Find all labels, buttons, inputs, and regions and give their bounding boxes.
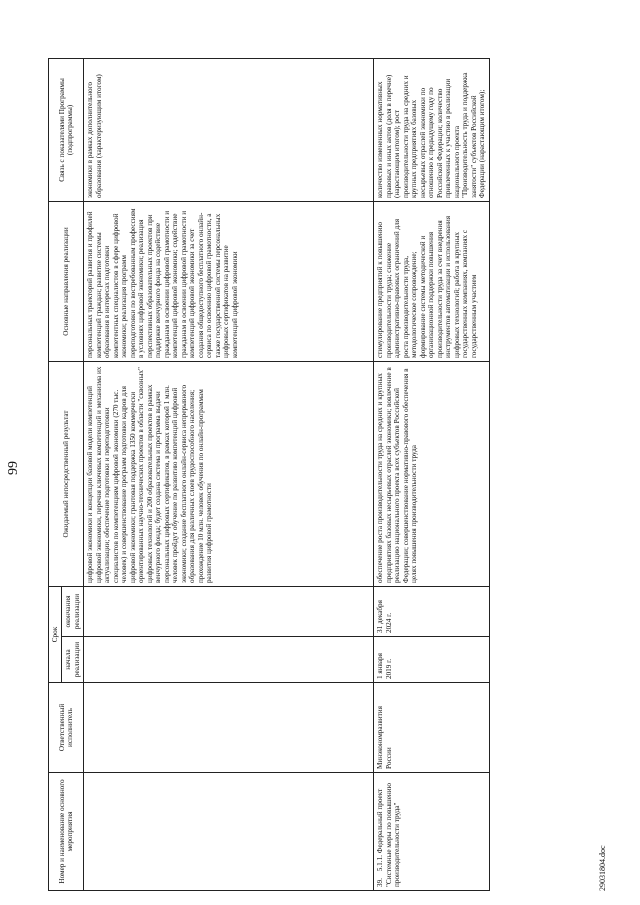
table-row — [374, 58, 489, 890]
directions-cell: стимулирование предприятий к повышению производительности труда; снижение административно-правовых ограничений для роста производительности труда, методологическое сопровождение; формирование системы методической и организационной поддержки повышения производительности труда за счет внедрения инструментов автоматизации и использования цифровых технологий; работа в крупных государственных компаниях, компаниях с государственным участием — [374, 201, 489, 361]
program-table — [48, 58, 490, 891]
page-number: 99 — [6, 461, 21, 475]
end-cell: 31 декабря 2024 г. — [374, 586, 489, 636]
header-srok: Срок — [49, 586, 62, 682]
header-directions: Основные направления реализации — [49, 201, 84, 361]
header-end: окончания реализации — [62, 586, 84, 636]
header-responsible: Ответственный исполнитель — [49, 683, 84, 773]
row-title: 5.1.1. Федеральный проект "Системные меры по повышению производительности труда" — [376, 783, 402, 887]
table-row — [84, 58, 374, 890]
row-number: 39. — [376, 878, 385, 887]
header-link: Связь с показателями Программы (подпрограммы) — [49, 58, 84, 201]
start-cell: 1 января 2019 г. — [374, 637, 489, 683]
responsible-cell: Минэкономразвития России — [374, 683, 489, 773]
header-result: Ожидаемый непосредственный результат — [49, 361, 84, 586]
result-cell: обеспечение роста производительности труда на средних и крупных предприятиях базовых несырьевых отраслей экономики; вовлечение в реализацию национального проекта всех субъектов Российской Федерации; совершенствование нормативно-правового обеспечения в целях повышения производительности труда — [374, 361, 489, 586]
directions-cell: персональных траекторий развития и профилей компетенций граждан; развитие системы образования в интересах подготовки компетентных специалистов в сфере цифровой экономики; реализация программ переподготовки по востребованным профессиям в условиях цифровой экономики; реализация перспективных образовательных проектов при поддержке венчурного фонда на содействие гражданам в освоении цифровой грамотности и компетенций цифровой экономики; содействие гражданам в освоении цифровой грамотности и компетенций цифровой экономики за счет создания общедоступного бесплатного онлайн-сервиса по освоению цифровой грамотности, а также государственной системы персональных цифровых сертификатов на развитие компетенций цифровой экономики — [84, 201, 374, 361]
header-start: начала реализации — [62, 637, 84, 683]
header-number-name: Номер и наименование основного мероприятия — [49, 773, 84, 891]
result-cell: цифровой экономики и концепции базовой модели компетенций цифровой экономики, перечня ключевых компетенций и механизма их актуализации; обеспечение подготовки и переподготовки специалистов по компетенциям цифровой экономики (270 тыс. человек) и совершенствование программ подготовки кадров для цифровой экономики; грантовая поддержка 1350 коммерчески ориентированных научно-технических проектов в области "сквозных" цифровых технологий и 200 образовательных проектов в рамках венчурного фонда; будет создана система и программа выдачи персональных цифровых сертификатов, в рамках которой 1 млн. человек пройдут обучение по развитию компетенций цифровой экономики; создание бесплатного онлайн-сервиса непрерывного образования для различных слоев трудоспособного населения; прохождение 10 млн. человек обучения по онлайн-программам развития цифровой грамотности — [84, 361, 374, 586]
document-id: 29031804.doc — [598, 845, 607, 891]
link-cell: количество измененных нормативных правовых и иных актов (доля в перечне) (нарастающим итогом); рост производительности труда на средних и крупных предприятиях базовых несырьевых отраслей экономики по отношению к предыдущему году по Российской Федерации; количество привлеченных к участию в реализации национального проекта "Производительность труда и поддержка занятости" субъектов Российской Федерации (нарастающим итогом); — [374, 58, 489, 201]
link-cell: экономики в рамках дополнительного образования (характеризующим итогом) — [84, 58, 374, 201]
